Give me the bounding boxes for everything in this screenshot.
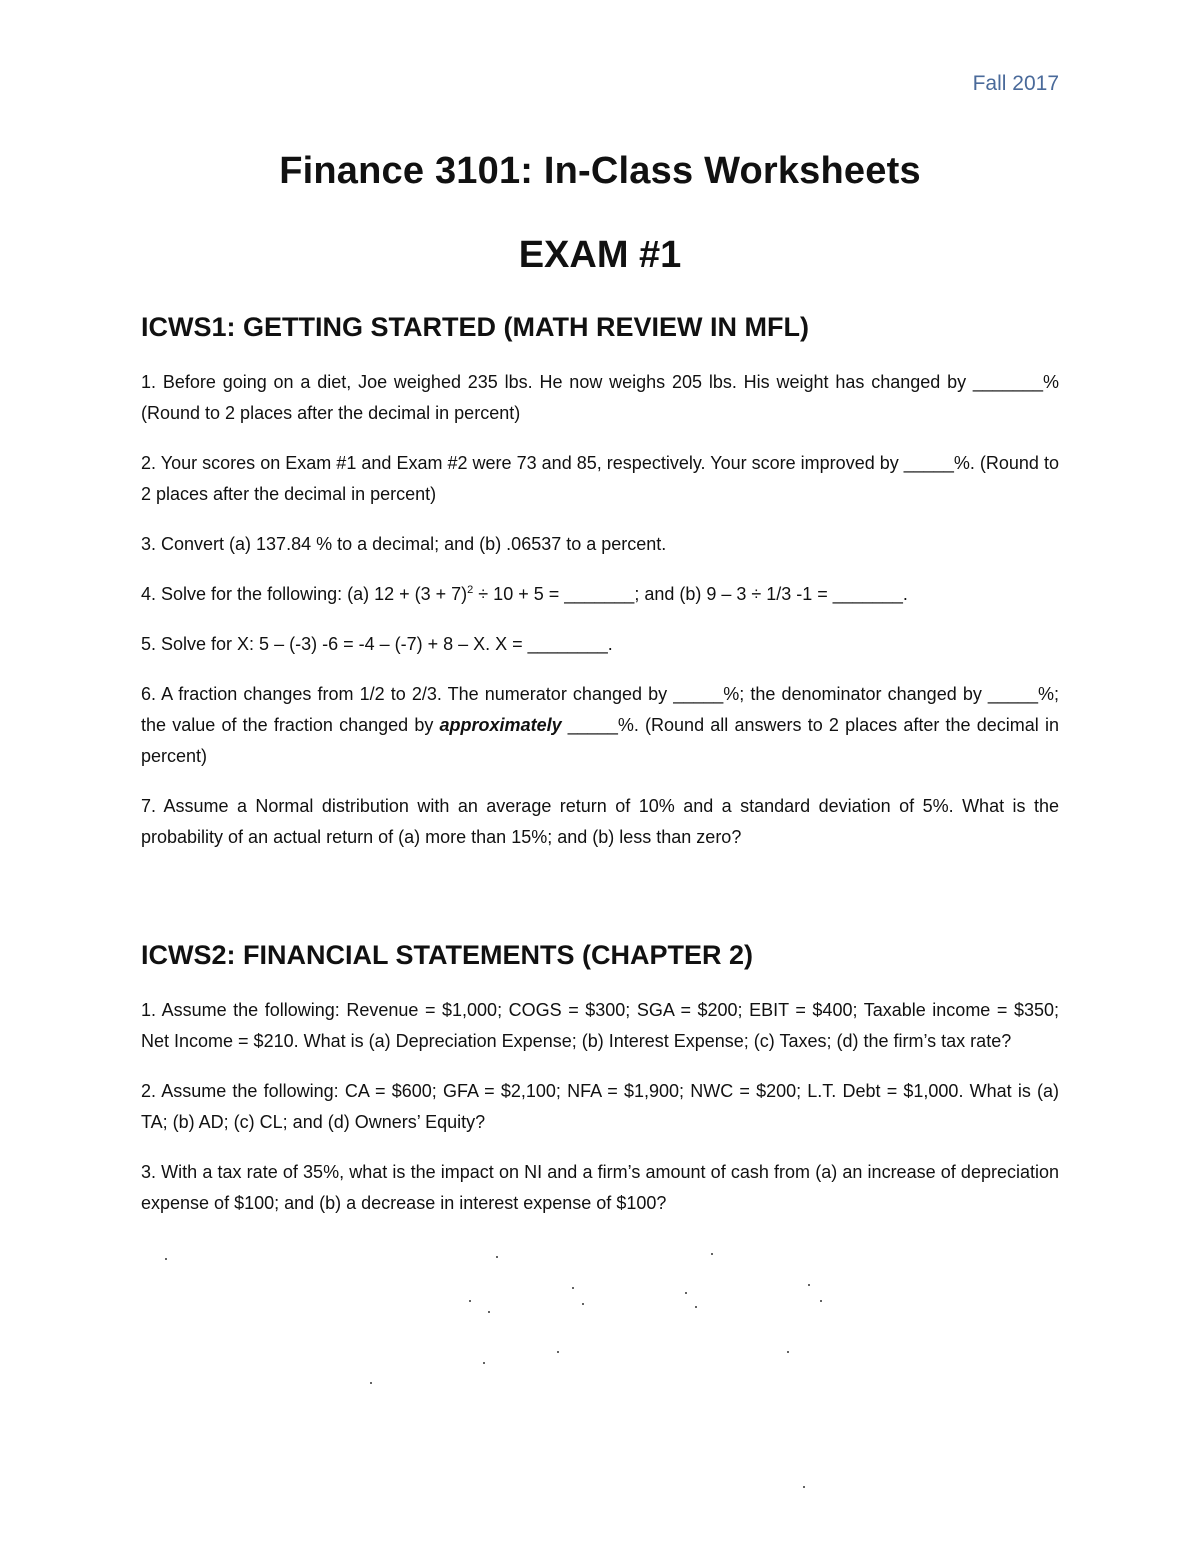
question-6-text-a: 6. A fraction changes from 1/2 to 2/3. The numerator changed by _____%; the denominator changed by _____%; the value of the fraction changed by xyxy=(141,684,1059,735)
scan-speck xyxy=(370,1382,372,1384)
scan-speck xyxy=(469,1300,471,1302)
section-heading: ICWS1: GETTING STARTED (MATH REVIEW IN MFL) xyxy=(141,312,809,342)
question-6-emphasis: approximately xyxy=(439,715,562,735)
question-4-text-a: 4. Solve for the following: (a) 12 + (3 + 7) xyxy=(141,584,468,604)
question-4-text-b: ÷ 10 + 5 = _______; and (b) 9 – 3 ÷ 1/3 -1 = _______. xyxy=(473,584,908,604)
question-4-exponent: 2 xyxy=(467,584,474,596)
section-icws1 xyxy=(141,312,1059,872)
scan-speck xyxy=(488,1311,490,1313)
scan-speck xyxy=(557,1351,559,1353)
question-1: 1. Assume the following: Revenue = $1,000; COGS = $300; SGA = $200; EBIT = $400; Taxable income = $350; Net Income = $210. What is (a) Depreciation Expense; (b) Interest Expense; (c) Taxes; (d) the firm’s tax rate? xyxy=(141,1000,1059,1051)
question-3: 3. Convert (a) 137.84 % to a decimal; and (b) .06537 to a percent. xyxy=(141,534,667,554)
scan-speck xyxy=(572,1287,574,1289)
scan-speck xyxy=(685,1292,687,1294)
question-2: 2. Your scores on Exam #1 and Exam #2 were 73 and 85, respectively. Your score improved by _____%. (Round to 2 places after the decimal in percent) xyxy=(141,453,1059,504)
question-3: 3. With a tax rate of 35%, what is the impact on NI and a firm’s amount of cash from (a) an increase of depreciation expense of $100; and (b) a decrease in interest expense of $100? xyxy=(141,1162,1059,1213)
exam-title: EXAM #1 xyxy=(518,234,682,276)
question-6-text-b: _____%. (Round all answers to 2 places after the decimal in percent) xyxy=(141,715,1059,766)
scan-speck xyxy=(483,1362,485,1364)
scan-speck xyxy=(582,1303,584,1305)
question-1: 1. Before going on a diet, Joe weighed 235 lbs. He now weighs 205 lbs. His weight has changed by _______% (Round to 2 places after the decimal in percent) xyxy=(141,372,1059,423)
scan-speck xyxy=(820,1300,822,1302)
question-5: 5. Solve for X: 5 – (-3) -6 = -4 – (-7) + 8 – X. X = ________. xyxy=(141,634,613,654)
header-term: Fall 2017 xyxy=(972,72,1059,95)
section-heading: ICWS2: FINANCIAL STATEMENTS (CHAPTER 2) xyxy=(141,940,753,970)
scan-speck xyxy=(803,1486,805,1488)
scan-speck xyxy=(695,1306,697,1308)
section-icws2 xyxy=(141,940,1059,1238)
scan-speck xyxy=(787,1351,789,1353)
scan-speck xyxy=(496,1256,498,1258)
question-4 xyxy=(141,579,1059,610)
question-2: 2. Assume the following: CA = $600; GFA = $2,100; NFA = $1,900; NWC = $200; L.T. Debt = $1,000. What is (a) TA; (b) AD; (c) CL; and (d) Owners’ Equity? xyxy=(141,1081,1059,1132)
question-6 xyxy=(141,679,1059,772)
document-title: Finance 3101: In-Class Worksheets xyxy=(279,150,921,192)
scan-speck xyxy=(711,1253,713,1255)
scan-speck xyxy=(165,1258,167,1260)
question-7: 7. Assume a Normal distribution with an average return of 10% and a standard deviation of 5%. What is the probability of an actual return of (a) more than 15%; and (b) less than zero? xyxy=(141,796,1059,847)
scan-speck xyxy=(808,1284,810,1286)
